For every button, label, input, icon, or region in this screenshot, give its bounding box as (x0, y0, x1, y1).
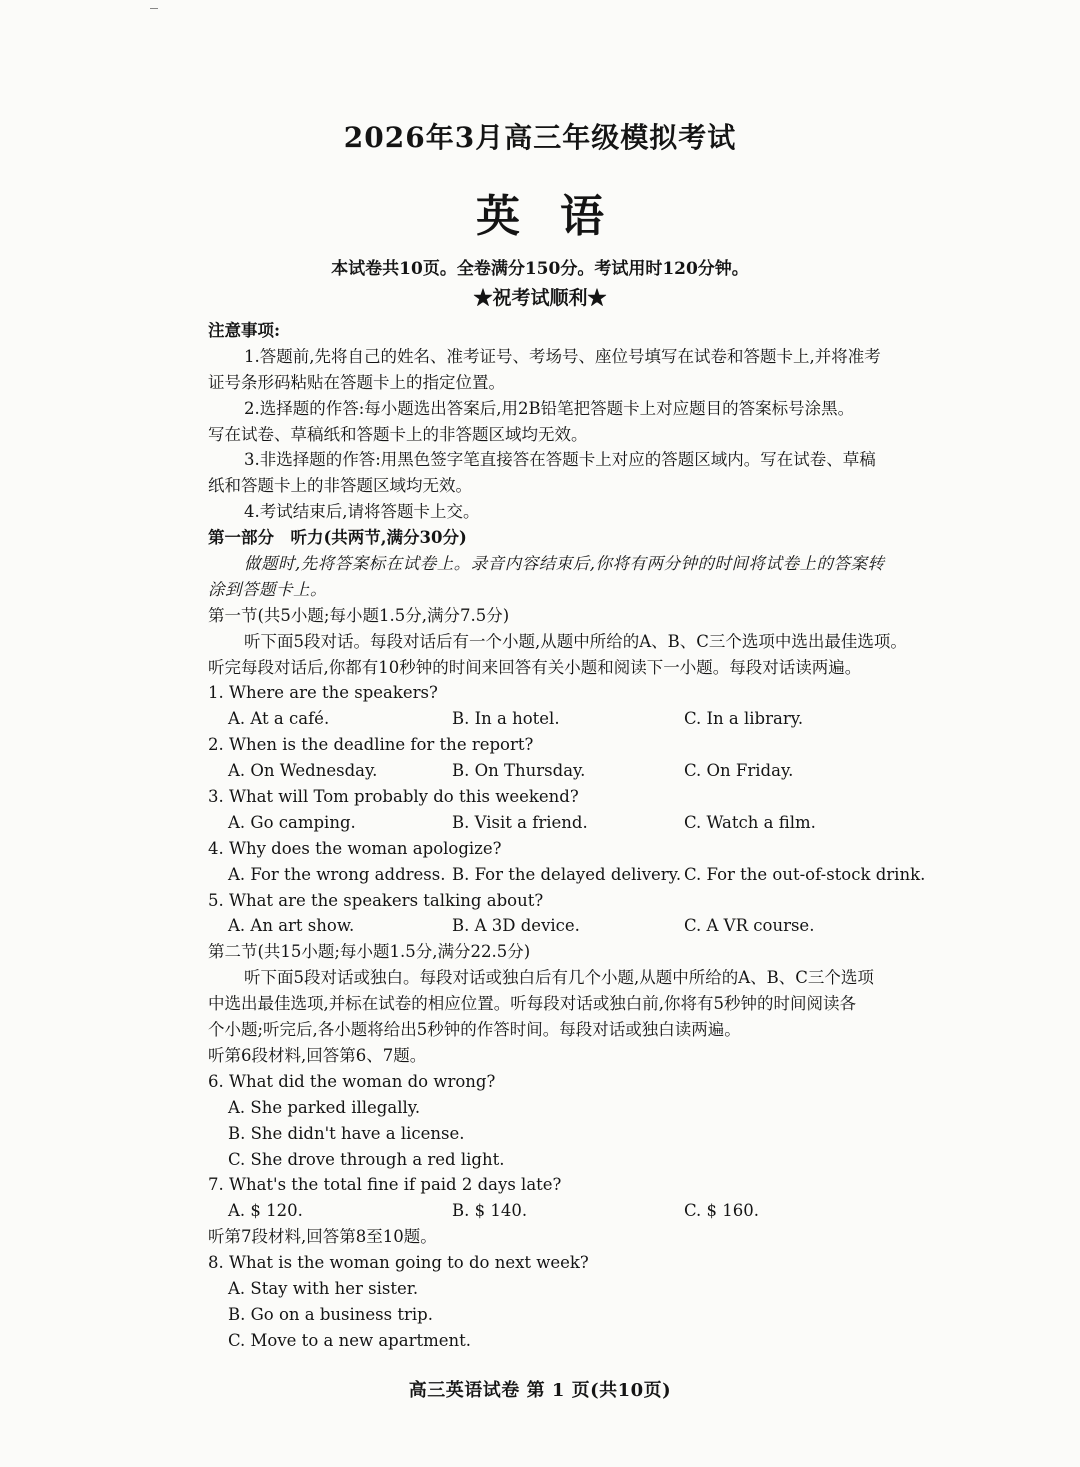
question-6-option-c: C. She drove through a red light. (228, 1149, 505, 1169)
section2-heading: 第二节(共15小题;每小题1.5分,满分22.5分) (208, 942, 531, 962)
page-footer: 高三英语试卷 第 1 页(共10页) (408, 1380, 672, 1401)
question-6-option-a: A. She parked illegally. (228, 1097, 421, 1117)
material-7-heading: 听第7段材料,回答第8至10题。 (208, 1227, 437, 1247)
option-b: B. Visit a friend. (452, 812, 588, 832)
part1-heading: 第一部分 听力(共两节,满分30分) (208, 528, 467, 548)
section2-instruction-line-1: 听下面5段对话或独白。每段对话或独白后有几个小题,从题中所给的A、B、C三个选项 (244, 968, 874, 988)
section1-heading: 第一节(共5小题;每小题1.5分,满分7.5分) (208, 605, 510, 625)
question-4: 4. Why does the woman apologize? (208, 838, 502, 858)
part1-instruction-line-2: 涂到答题卡上。 (208, 579, 327, 599)
section1-instruction-line-1: 听下面5段对话。每段对话后有一个小题,从题中所给的A、B、C三个选项中选出最佳选项。 (244, 631, 907, 651)
option-c: C. Watch a film. (684, 812, 816, 832)
question-6-option-b: B. She didn't have a license. (228, 1123, 465, 1143)
option-a: A. On Wednesday. (228, 761, 378, 781)
material-6-heading: 听第6段材料,回答第6、7题。 (208, 1045, 427, 1065)
question-6: 6. What did the woman do wrong? (208, 1071, 496, 1091)
section2-instruction-line-3: 个小题;听完后,各小题将给出5秒钟的作答时间。每段对话或独白读两遍。 (208, 1020, 741, 1040)
notes-heading: 注意事项: (208, 321, 281, 340)
option-b: B. For the delayed delivery. (452, 864, 682, 884)
exam-info: 本试卷共10页。全卷满分150分。考试用时120分钟。 (331, 259, 749, 279)
question-8-option-c: C. Move to a new apartment. (228, 1330, 472, 1350)
option-c: C. In a library. (684, 709, 804, 729)
question-2-options (208, 758, 924, 784)
question-5-options (208, 913, 924, 939)
option-b: B. $ 140. (452, 1201, 528, 1221)
option-b: B. A 3D device. (452, 916, 580, 936)
section2-instruction-line-2: 中选出最佳选项,并标在试卷的相应位置。听每段对话或独白前,你将有5秒钟的时间阅读各 (208, 994, 856, 1014)
question-2: 2. When is the deadline for the report? (208, 735, 534, 755)
scan-mark (150, 8, 158, 9)
note-3-line-1: 3.非选择题的作答:用黑色签字笔直接答在答题卡上对应的答题区域内。写在试卷、草稿 (244, 450, 876, 470)
option-c: C. On Friday. (684, 761, 794, 781)
option-a: A. An art show. (228, 916, 355, 936)
question-7: 7. What's the total fine if paid 2 days late? (208, 1175, 562, 1195)
subject-title: 英语 (476, 191, 644, 242)
exam-title: 2026年3月高三年级模拟考试 (343, 121, 737, 154)
section1-instruction-line-2: 听完每段对话后,你都有10秒钟的时间来回答有关小题和阅读下一小题。每段对话读两遍。 (208, 657, 862, 677)
note-2-line-1: 2.选择题的作答:每小题选出答案后,用2B铅笔把答题卡上对应题目的答案标号涂黑。 (244, 398, 855, 418)
note-1-line-2: 证号条形码粘贴在答题卡上的指定位置。 (208, 372, 505, 392)
part1-instruction-line-1: 做题时,先将答案标在试卷上。录音内容结束后,你将有两分钟的时间将试卷上的答案转 (244, 554, 885, 574)
option-a: A. Go camping. (228, 812, 356, 832)
question-7-options (208, 1198, 924, 1224)
question-8-option-a: A. Stay with her sister. (228, 1278, 419, 1298)
note-3-line-2: 纸和答题卡上的非答题区域均无效。 (208, 476, 472, 496)
option-a: A. At a café. (228, 709, 330, 729)
good-luck-banner: ★祝考试顺利★ (473, 287, 607, 309)
question-3: 3. What will Tom probably do this weekend? (208, 787, 579, 807)
note-4: 4.考试结束后,请将答题卡上交。 (244, 502, 480, 522)
question-3-options (208, 810, 924, 836)
option-b: B. In a hotel. (452, 709, 560, 729)
question-1-options (208, 706, 924, 732)
option-c: C. For the out-of-stock drink. (684, 864, 926, 884)
question-8: 8. What is the woman going to do next week? (208, 1253, 589, 1273)
option-a: A. $ 120. (228, 1201, 303, 1221)
note-1-line-1: 1.答题前,先将自己的姓名、准考证号、考场号、座位号填写在试卷和答题卡上,并将准考 (244, 346, 881, 366)
option-b: B. On Thursday. (452, 761, 586, 781)
exam-content (208, 318, 924, 1354)
question-8-option-b: B. Go on a business trip. (228, 1304, 433, 1324)
option-c: C. $ 160. (684, 1201, 760, 1221)
option-a: A. For the wrong address. (228, 864, 446, 884)
note-2-line-2: 写在试卷、草稿纸和答题卡上的非答题区域均无效。 (208, 424, 588, 444)
question-4-options (208, 862, 924, 888)
option-c: C. A VR course. (684, 916, 815, 936)
question-5: 5. What are the speakers talking about? (208, 890, 544, 910)
question-1: 1. Where are the speakers? (208, 683, 438, 703)
